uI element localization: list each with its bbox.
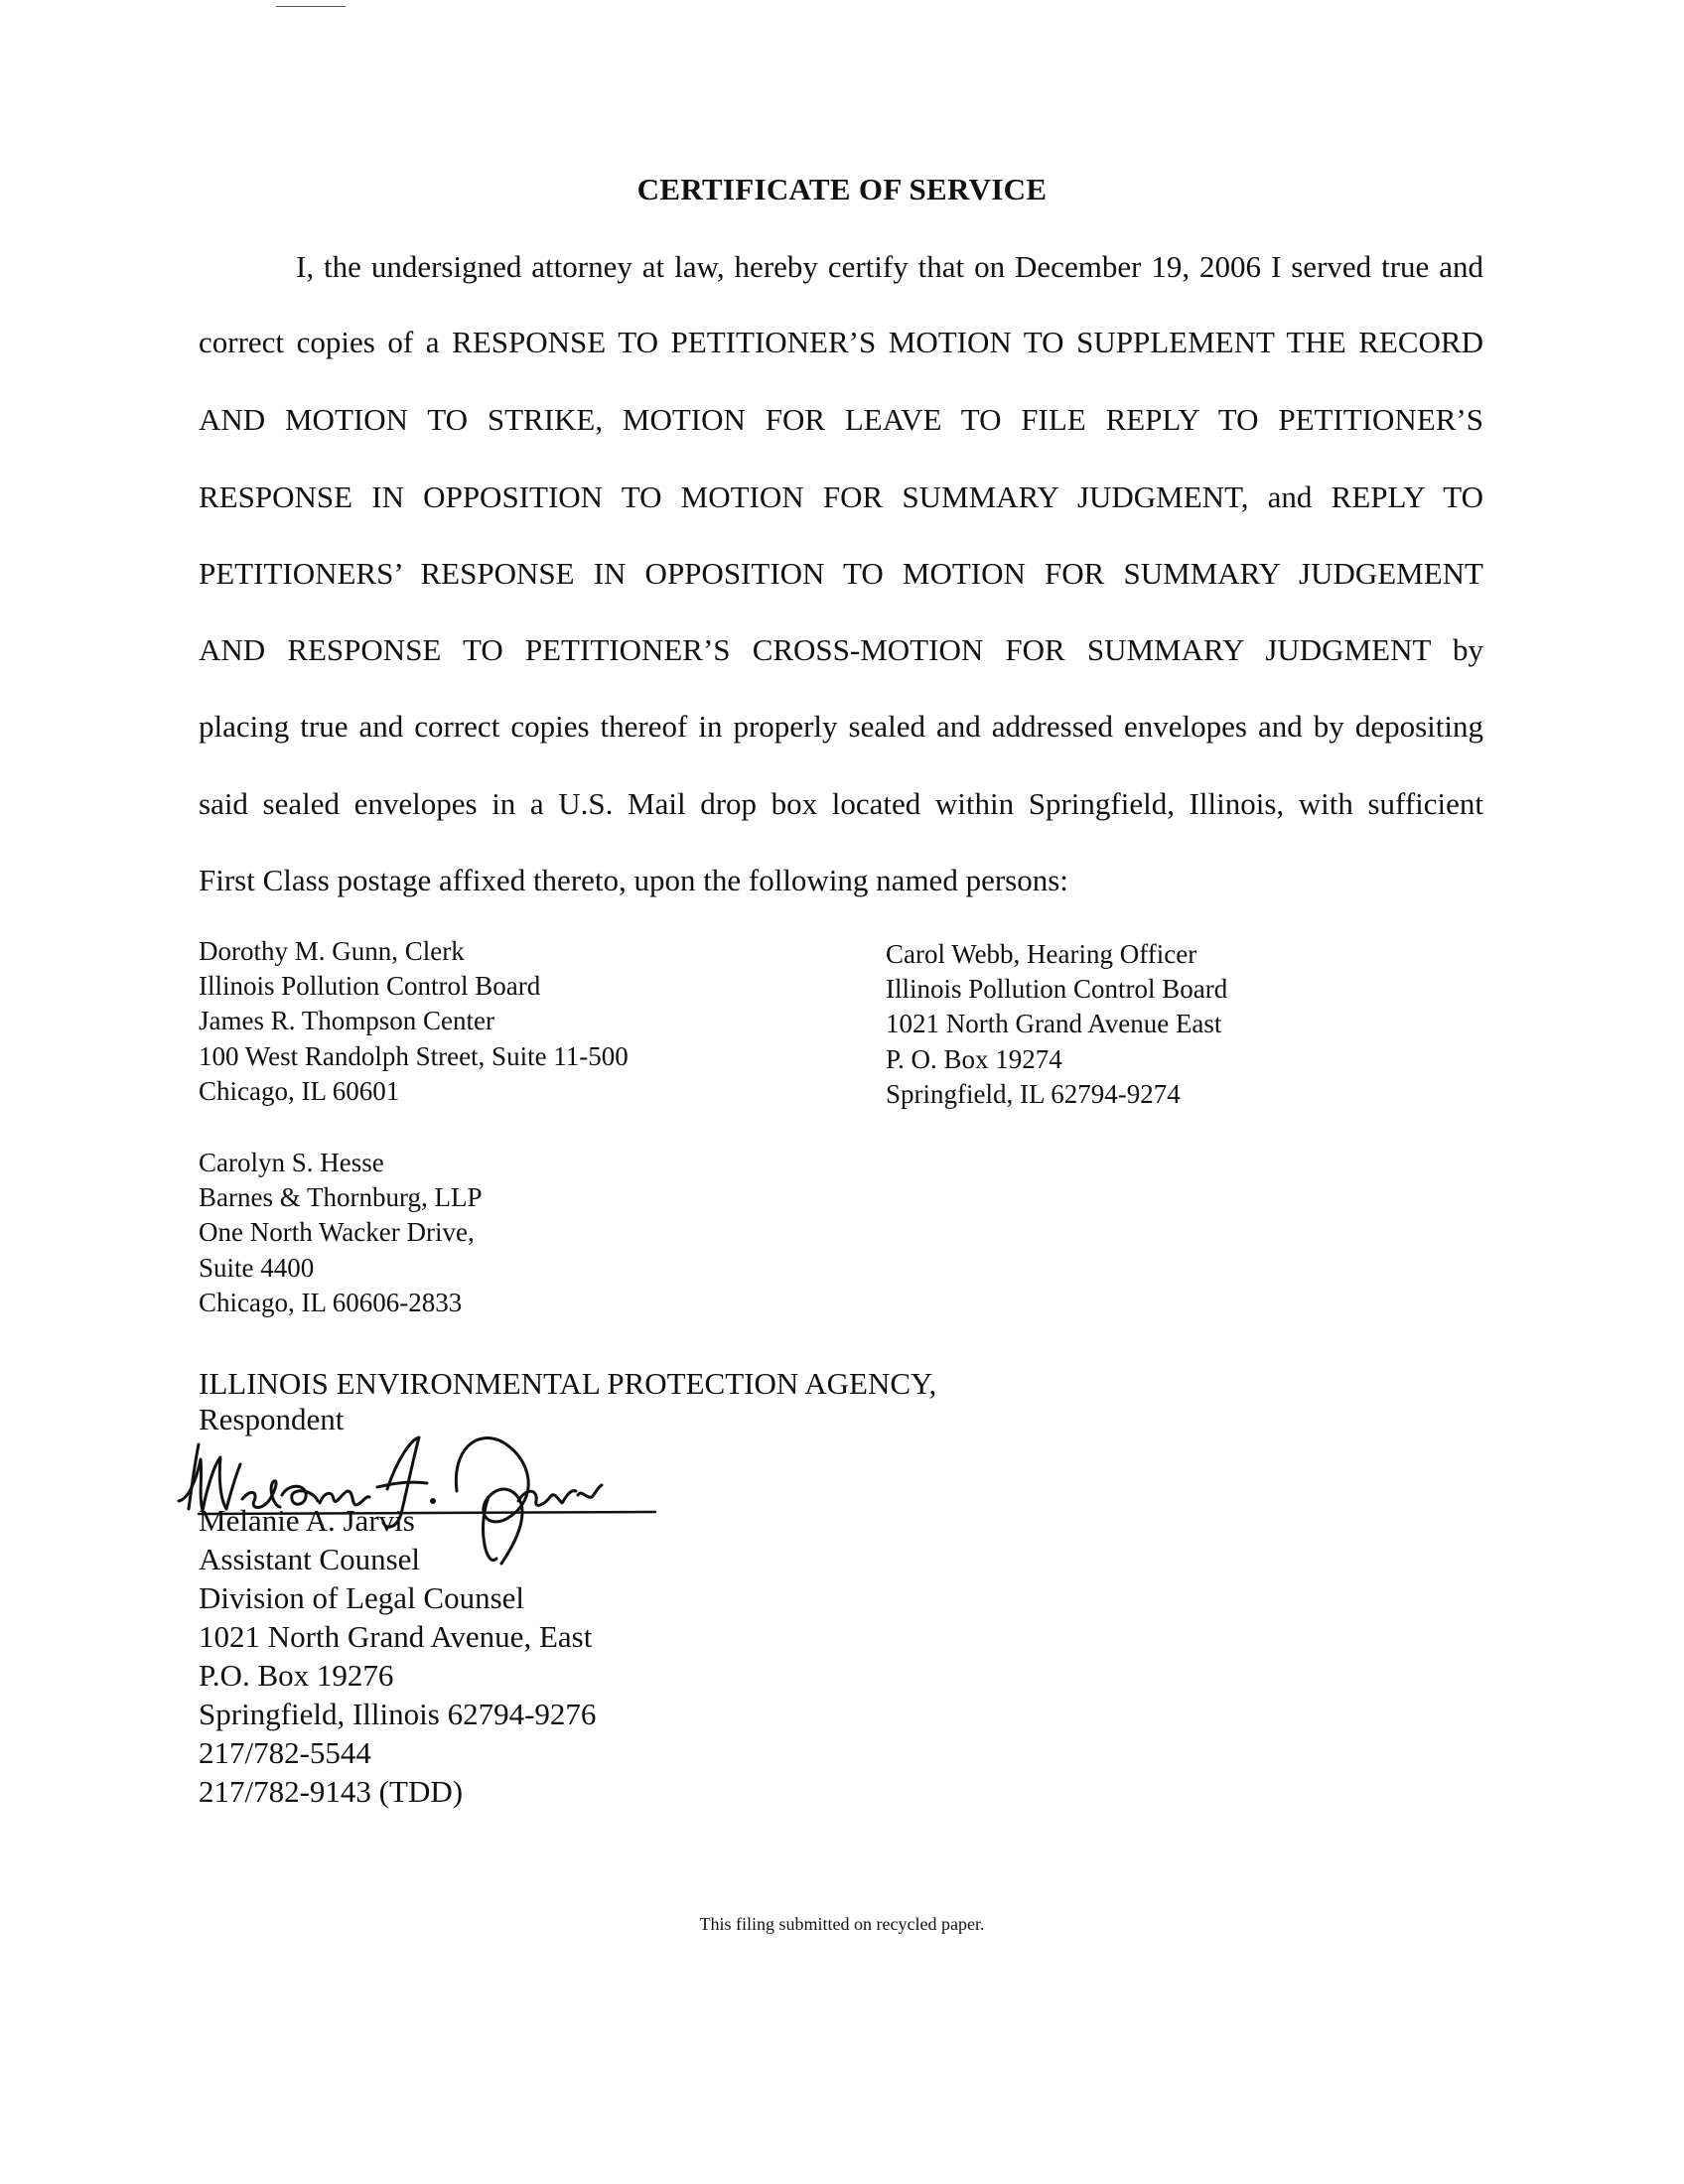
handwritten-signature bbox=[159, 1420, 755, 1569]
address-line: Dorothy M. Gunn, Clerk bbox=[199, 936, 465, 966]
footer-note: This filing submitted on recycled paper. bbox=[699, 1914, 985, 1934]
signer-phone: 217/782-5544 bbox=[199, 1735, 371, 1770]
address-line: Illinois Pollution Control Board bbox=[886, 974, 1228, 1005]
top-rule bbox=[276, 6, 346, 7]
address-line: Chicago, IL 60606-2833 bbox=[199, 1287, 463, 1317]
address-line: One North Wacker Drive, bbox=[199, 1217, 475, 1248]
body-line: said sealed envelopes in a U.S. Mail drop box located within Springfield, Illinois, with sufficient bbox=[199, 786, 1483, 821]
signer-tdd: 217/782-9143 (TDD) bbox=[199, 1774, 464, 1809]
address-line: 100 West Randolph Street, Suite 11-500 bbox=[199, 1040, 629, 1071]
body-line: AND RESPONSE TO PETITIONER’S CROSS-MOTION FOR SUMMARY JUDGMENT by bbox=[199, 632, 1483, 667]
body-line: RESPONSE IN OPPOSITION TO MOTION FOR SUMMARY JUDGMENT, and REPLY TO bbox=[199, 479, 1483, 514]
recipient-address-block bbox=[199, 934, 629, 1109]
signer-address-line: Springfield, Illinois 62794-9276 bbox=[199, 1697, 597, 1731]
body-line: correct copies of a RESPONSE TO PETITIONER’S MOTION TO SUPPLEMENT THE RECORD bbox=[199, 325, 1483, 359]
address-line: Suite 4400 bbox=[199, 1252, 315, 1283]
address-line: Barnes & Thornburg, LLP bbox=[199, 1182, 483, 1213]
address-line: Illinois Pollution Control Board bbox=[199, 971, 541, 1002]
body-line: placing true and correct copies thereof in properly sealed and addressed envelopes and by depositing bbox=[199, 709, 1483, 744]
address-line: Springfield, IL 62794-9274 bbox=[886, 1078, 1181, 1109]
body-line: First Class postage affixed thereto, upon the following named persons: bbox=[199, 863, 1068, 897]
address-line: 1021 North Grand Avenue East bbox=[886, 1009, 1222, 1039]
address-line: Chicago, IL 60601 bbox=[199, 1075, 400, 1106]
signer-name: Melanie A. Jarvis bbox=[199, 1503, 415, 1538]
address-line: Carol Webb, Hearing Officer bbox=[886, 939, 1197, 969]
address-line: Carolyn S. Hesse bbox=[199, 1148, 384, 1177]
signer-address-line: P.O. Box 19276 bbox=[199, 1658, 394, 1693]
body-line: I, the undersigned attorney at law, hereby certify that on December 19, 2006 I served true and bbox=[296, 249, 1483, 284]
agency-role: Respondent bbox=[199, 1402, 345, 1436]
signer-address-line: 1021 North Grand Avenue, East bbox=[199, 1619, 593, 1654]
signer-title: Assistant Counsel bbox=[199, 1542, 421, 1576]
address-line: P. O. Box 19274 bbox=[886, 1043, 1062, 1074]
address-line: James R. Thompson Center bbox=[199, 1006, 494, 1036]
body-line: PETITIONERS’ RESPONSE IN OPPOSITION TO MOTION FOR SUMMARY JUDGEMENT bbox=[199, 556, 1483, 591]
body-line: AND MOTION TO STRIKE, MOTION FOR LEAVE TO FILE REPLY TO PETITIONER’S bbox=[199, 402, 1483, 437]
page-title: CERTIFICATE OF SERVICE bbox=[636, 172, 1048, 206]
agency-name: ILLINOIS ENVIRONMENTAL PROTECTION AGENCY, bbox=[199, 1366, 937, 1401]
signer-division: Division of Legal Counsel bbox=[199, 1580, 525, 1615]
recipient-address-block bbox=[199, 1146, 482, 1320]
recipient-address-block bbox=[886, 937, 1227, 1112]
